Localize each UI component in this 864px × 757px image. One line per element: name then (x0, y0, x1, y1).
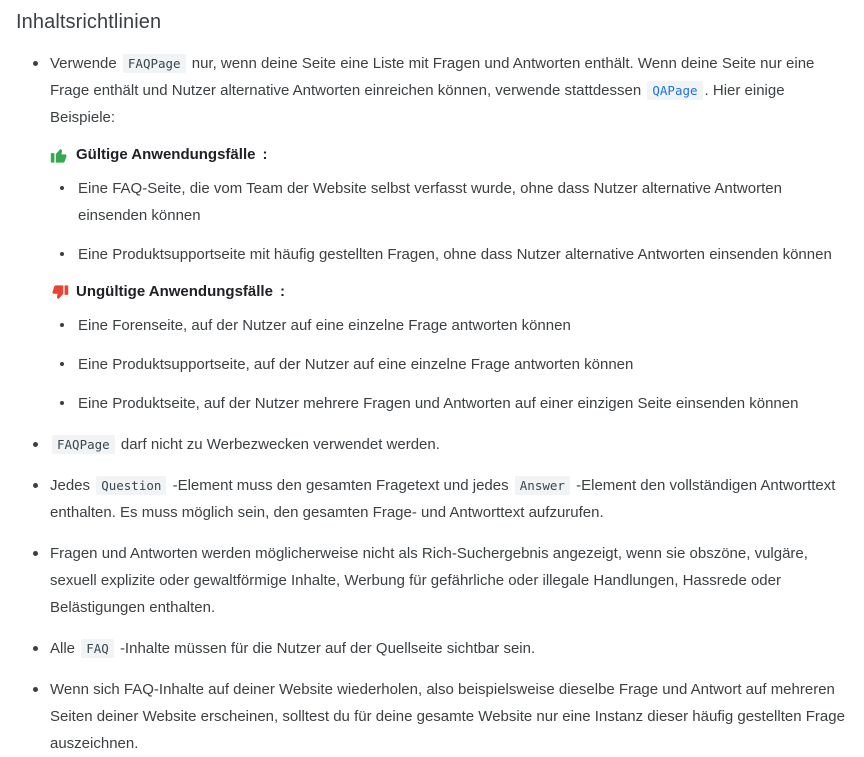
code-qapage-link[interactable] (647, 81, 702, 100)
bullet-marker-icon (33, 442, 38, 447)
bullet-text-part: darf nicht zu Werbezwecken verwendet werden. (120, 436, 440, 453)
bullet-marker-icon (33, 551, 38, 556)
bullet-marker-icon (60, 186, 64, 190)
code-faqpage: FAQPage (123, 54, 186, 73)
code-faqpage: FAQPage (52, 435, 115, 454)
list-item (50, 312, 852, 339)
valid-use-cases-colon: : (262, 146, 268, 163)
bullet-marker-icon (60, 401, 64, 405)
bullet-text-part: Verwende (50, 55, 117, 72)
bullet-marker-icon (33, 687, 38, 692)
code-faq: FAQ (81, 639, 114, 658)
list-item-label: Eine Produktseite, auf der Nutzer mehrere Fragen und Antworten auf einer einzigen Seite einsenden können (78, 395, 799, 412)
list-item (16, 472, 852, 526)
guidelines-list (16, 50, 852, 757)
bullet-text-part: Fragen und Antworten werden möglicherweise nicht als Rich-Suchergebnis angezeigt, wenn sie obszöne, vulgäre, sexuell explizite oder gewaltförmige Inhalte, Werbung für gefährliche oder illegale Handlungen, Hassrede oder Belästigungen enthalten. (50, 545, 808, 616)
valid-use-cases-label: Gültige Anwendungsfälle (76, 146, 256, 163)
list-item (16, 635, 852, 662)
bullet-text-part: Jedes (50, 477, 91, 494)
bullet-text-part: Wenn sich FAQ-Inhalte auf deiner Website wiederholen, also beispielsweise dieselbe Frage und Antwort auf mehreren Seiten deiner Website erscheinen, solltest du für deine gesamte Website nur eine Instanz dieser häufig gestellten Frage auszeichnen. (50, 681, 845, 752)
bullet-marker-icon (33, 646, 38, 651)
bullet-text-part: . Hier einige Beispiele: (50, 82, 785, 126)
list-item (16, 540, 852, 621)
bullet-marker-icon (60, 252, 64, 256)
list-item (50, 390, 852, 417)
bullet-text-part: -Element muss den gesamten Fragetext und jedes (172, 477, 509, 494)
valid-use-cases-list (50, 175, 852, 268)
bullet-text-part: Alle (50, 640, 76, 657)
invalid-use-cases-section (50, 280, 852, 417)
bullet-marker-icon (60, 362, 64, 366)
bullet-marker-icon (60, 323, 64, 327)
list-item-label: Eine Produktsupportseite mit häufig gestellten Fragen, ohne dass Nutzer alternative Antworten einsenden können (78, 246, 832, 263)
list-item-label: Eine Produktsupportseite, auf der Nutzer auf eine einzelne Frage antworten können (78, 356, 634, 373)
thumbs-up-icon (50, 146, 69, 165)
list-item (16, 676, 852, 757)
bullet-text-part: -Element den vollständigen Antworttext enthalten. Es muss möglich sein, den gesamten Frage- und Antworttext aufzurufen. (50, 477, 836, 521)
invalid-use-cases-list (50, 312, 852, 417)
list-item (16, 50, 852, 417)
thumbs-down-icon (50, 283, 69, 302)
bullet-text-part: -Inhalte müssen für die Nutzer auf der Quellseite sichtbar sein. (119, 640, 536, 657)
list-item-label: Eine Forenseite, auf der Nutzer auf eine einzelne Frage antworten können (78, 317, 571, 334)
page-title: Inhaltsrichtlinien (16, 11, 162, 33)
code-question: Question (96, 476, 166, 495)
invalid-use-cases-heading (50, 280, 852, 304)
list-item (50, 351, 852, 378)
bullet-marker-icon (33, 483, 38, 488)
code-answer: Answer (515, 476, 570, 495)
list-item (50, 241, 852, 268)
invalid-use-cases-colon: : (279, 283, 285, 300)
qapage-link[interactable]: QAPage (652, 83, 698, 98)
list-item (50, 175, 852, 229)
list-item-label: Eine FAQ-Seite, die vom Team der Website selbst verfasst wurde, ohne dass Nutzer alternative Antworten einsenden können (78, 180, 782, 224)
bullet-marker-icon (33, 61, 38, 66)
invalid-use-cases-label: Ungültige Anwendungsfälle (76, 283, 273, 300)
valid-use-cases-section (50, 143, 852, 268)
bullet-text-part: nur, wenn deine Seite eine Liste mit Fragen und Antworten enthält. Wenn deine Seite nur eine Frage enthält und Nutzer alternative Antworten einreichen können, verwende stattdessen (50, 55, 815, 99)
valid-use-cases-heading (50, 143, 852, 167)
list-item (16, 431, 852, 458)
